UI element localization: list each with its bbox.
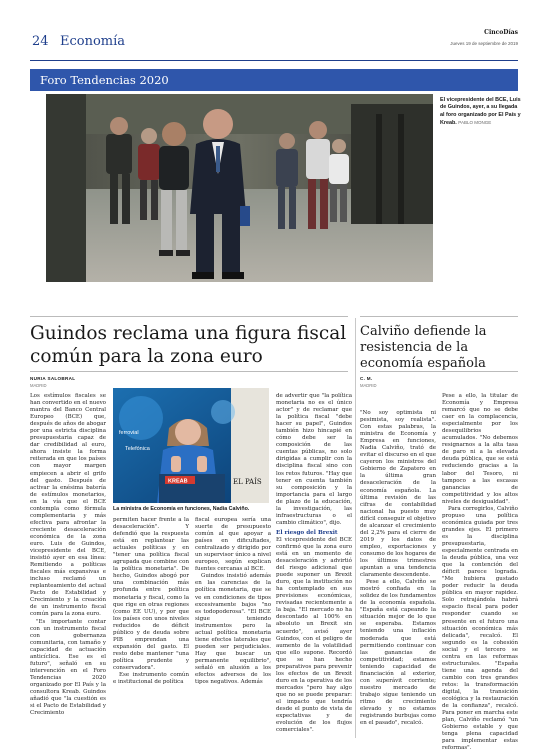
page-number: 24: [32, 34, 49, 49]
calvino-photo-illustration: [113, 388, 269, 503]
podium-elpais-text: EL PAÍS: [233, 478, 262, 486]
article2-column-1: [360, 410, 436, 738]
article-paragraph: Los estímulos fiscales se han convertido en el nuevo mantra del Banco Central Europeo (BCE) que, después de años de abogar por una estricta disciplina presupuestaria capaz de dar credibilidad al euro, ahora insiste la forma reiterada en que los países con mayor margen empiecen a abrir el grifo del gasto. Después de activar la enésima batería de estímulos monetarios, en la vía que el BCE contempla como fórmula complementaria y más efectiva para afrontar la creciente desaceleración económica de la zona euro. Luis de Guindos, vicepresidente del BCE, insistió ayer en esa línea: Remitiendo a políticas fiscales más expansivas e incluso reclamó un replanteamiento del actual Pacto de Estabilidad y Crecimiento y la creación de un instrumento fiscal común para la zona euro.: [30, 393, 106, 618]
sponsor-text-telefonica: Telefónica: [125, 446, 150, 452]
banner-label: Foro Tendencias 2020: [40, 73, 169, 87]
article-subhead: El riesgo del Brexit: [276, 529, 338, 536]
article2-top-rule: [360, 316, 518, 317]
sponsor-text-ferrovial: ferrovial: [119, 430, 139, 436]
article-author: NURIA SALOBRAL: [30, 376, 76, 381]
article-paragraph: Pese a ello, la titular de Economía y Empresa remarcó que no se debe caer en la complacencia, especialmente por los desequilibrios acumulados. "No debemos resignarnos a la alta tasa de paro ni a la elevada deuda pública, que se está reduciendo gracias a la labor del Tesoro, ni tampoco a las escasas ganancias de competitividad y los altos niveles de desigualdad".: [442, 393, 518, 505]
photo2-caption: La ministra de Economía en funciones, Nadia Calviño.: [113, 506, 250, 512]
article-paragraph: El vicepresidente del BCE confirmó que la zona euro está en un momento de desaceleración y advirtió del riesgo adicional que puede suponer un Brexit duro, que la institución no ha contemplado en sus previsiones económicas, revisadas recientemente a la baja. "El mercado no ha descontado al 100% en absoluto un Brexit sin acuerdo", avisó ayer Guindos, con el peligro de aumento de la volatilidad que ello supone. Recordó que se han hecho preparativos para prevenir los efectos de un Brexit duro en la operativa de los mercados "pero hay algo que no se puede preparar: el impacto que tendría desde el punto de vista de expectativas y de evolución de los flujos comerciales".: [276, 536, 352, 734]
article-paragraph: Pese a ello, Calviño se mostró confiada en la solidez de los fundamentos de la economía española. "España está capeando la situación mejor de lo que se esperaba. Estamos teniendo una inflación moderada que está permitiendo continuar con las ganancias de competitividad; estamos teniendo capacidad de financiación al exterior, con superávit corriente; nuestro mercado de trabajo sigue teniendo un ritmo de crecimiento elevado y no estamos registrando burbujas como en el pasado", recalcó.: [360, 579, 436, 727]
guindos-photo-illustration: [46, 94, 433, 282]
article2-byline-rule: [360, 371, 518, 372]
byline-rule: [30, 371, 348, 372]
article-top-rule: [30, 316, 348, 317]
header-rule: [30, 60, 518, 61]
podium-kreab-text: KREAB: [168, 478, 188, 485]
article-paragraph: Guindos insistió además en las carencias de la política monetaria, que se ve en condiciones de tipos excesivamente bajos "no es todopoderosa". "El BCE sigue teniendo instrumentos pero la actual política monetaria tiene efectos laterales que pueden ser perjudiciales. Hay que buscar un permanente equilibrio", señaló en alusión a los efectos adversos de los tipos negativos. Además: [195, 573, 271, 686]
article-column-2: [113, 517, 189, 738]
article-headline: Guindos reclama una figura fiscal común para la zona euro: [30, 323, 347, 367]
article-paragraph: "No soy optimista ni pesimista, soy realista". Con estas palabras, la ministra de Economía y Empresa en funciones, Nadia Calviño, trató de evitar el discurso en el que cayeron los ministros del Gobierno de Zapatero en la última gran desaceleración de la economía española. La última revisión de las cifras de contabilidad nacional ha puesto muy difícil conseguir el objetivo de alcanzar el crecimiento del 2,2% para el cierre de 2019 y los datos de empleo, exportaciones y consumo de los hogares de los últimos trimestres apuntan a una tendencia claramente descendente.: [360, 410, 436, 579]
article-paragraph: "Es importante contar con un instrumento fiscal con gobernanza comunitaria, con tamaño y capacidad de actuación anticíclica. Ese es el futuro", señaló en su intervención en el Foro Tendencias 2020 organizado por El País y la consultora Kreab. Guindos añadió que "la cuestión es si el Pacto de Estabilidad y Crecimiento: [30, 618, 106, 717]
photo-caption: [440, 97, 522, 128]
article-location: MADRID: [30, 383, 47, 388]
article-column-4: [276, 393, 352, 738]
article-paragraph: fiscal europea sería una suerte de presupuesto común al que apoyar a países en dificultades, centralizado y dirigido por un supervisor único a nivel europeo, según explican fuentes cercanas al BCE.: [195, 517, 271, 573]
article-column-3: [195, 517, 271, 738]
article-paragraph: de advertir que "la política monetaria no es el único actor" y de reclamar que la política fiscal "debe hacer su papel", Guindos también hizo hincapié en cómo debe ser la composición de las cuentas públicas, no solo dirigidas a cumplir con la disciplina fiscal sino con los retos futuros. "Hay que tener en cuenta también su composición y la importancia para el largo de plazo de la educación, la investigación, las infraestructuras o el cambio climático", dijo.: [276, 393, 352, 526]
article-paragraph: Ese instrumento común e institucional de política: [113, 672, 189, 686]
photo-credit: PABLO MONGE: [458, 120, 492, 126]
guindos-photo: [46, 94, 433, 282]
photo-caption-text: El vicepresidente del BCE, Luis de Guindos, ayer, a su llegada al foro organizado por El País y Kreab.: [440, 97, 521, 127]
issue-date: Jueves 19 de septiembre de 2019: [450, 41, 518, 46]
column-separator: [355, 318, 356, 738]
article-paragraph: permiten hacer frente a la desaceleración". Y defendió que la respuesta está en replantear las actuales políticas y en "tener una política fiscal agrupada que combine con la política monetaria". De hecho, Guindos abogó por una combinación más profunda entre política monetaria y fiscal, como la que rige en otras regiones (como EE UU), y por que los países con unos niveles reducidos de déficit público y de deuda sobre PIB emprendan una expansión del gasto. El resto debe mantener "una política prudente y conservadora".: [113, 517, 189, 671]
calvino-photo: [113, 388, 269, 503]
article-paragraph: Para corregirlos, Calviño propuso una política económica guiada por tres grandes ejes. El primero es la disciplina presupuestaria, especialmente centrada en la deuda pública, una vez que la contención del déficit parece lograda. "Me hubiera gustado poder reducir la deuda pública en mayor rapidez. Solo retrajándola habrá espacio fiscal para poder responder cuando se presente en el futuro una situación económica más delicada", recalcó. El segundo es la cohesión social y el tercero se centra en las reformas estructurales. "España tiene una agenda del cambio con tres grandes retos: la transformación digital, la transición ecológica y la restauración de la confianza", recalcó. Para poner en marcha este plan, Calviño reclamó "un Gobierno estable y que tenga plena capacidad para implementar estas reformas".: [442, 505, 518, 752]
masthead: CincoDías: [484, 29, 518, 36]
article2-headline: Calviño defiende la resistencia de la economía española: [360, 324, 487, 371]
section-name: Economía: [60, 34, 126, 49]
article2-column-2: [442, 393, 518, 752]
article2-author: C. M.: [360, 376, 373, 381]
section-banner: [30, 69, 518, 91]
article-column-1: [30, 393, 106, 738]
article2-location: MADRID: [360, 383, 377, 388]
